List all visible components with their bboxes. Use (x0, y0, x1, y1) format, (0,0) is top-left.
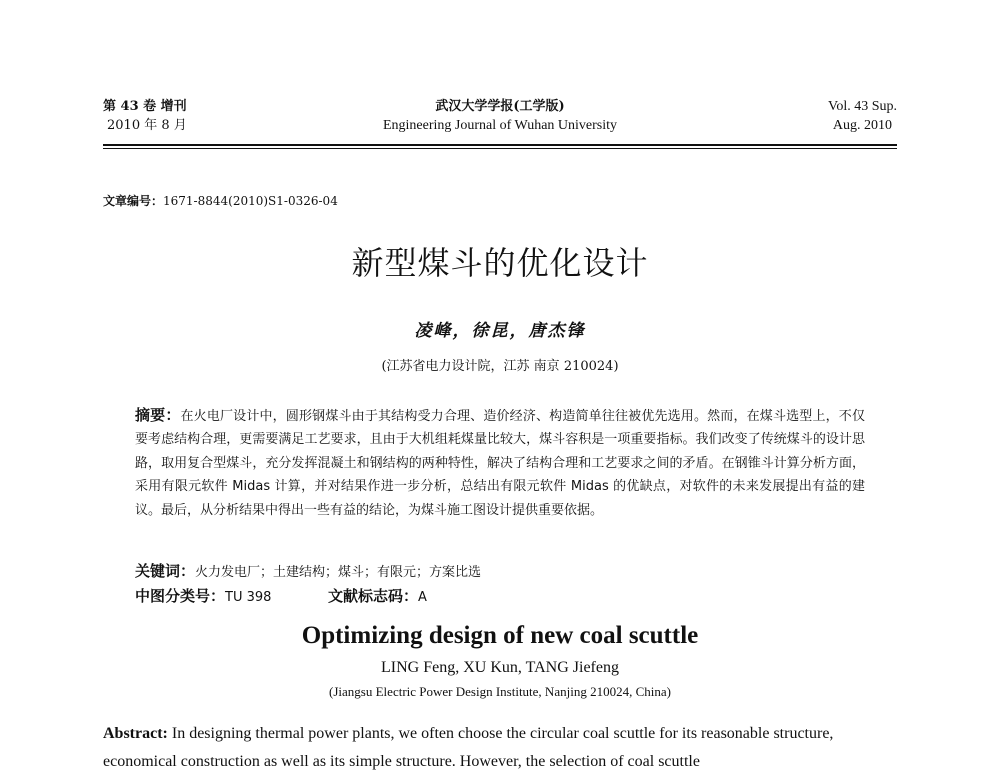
page-title: 新型煤斗的优化设计 (351, 244, 649, 282)
doc-code (328, 585, 427, 606)
abstract-en-label: Abstract: (103, 725, 168, 742)
doc-code-label: 文献标志码： (328, 587, 419, 605)
affiliation-en: (Jiangsu Electric Power Design Institute, Nanjing 210024, China) (329, 684, 671, 699)
classification-label: 中图分类号： (135, 587, 226, 605)
classification-value: TU 398 (225, 590, 272, 605)
affiliation-zh: (江苏省电力设计院，江苏 南京 210024) (381, 359, 619, 374)
journal-volume: 第 43 卷 增刊 (103, 99, 187, 114)
keywords-zh-label: 关键词： (135, 562, 196, 580)
authors-zh: 凌峰，徐昆，唐杰锋 (414, 321, 586, 341)
doc-code-value: A (418, 590, 427, 605)
journal-name-zh: 武汉大学学报(工学版) (435, 99, 565, 114)
article-id (103, 192, 338, 209)
header-rule-thin (103, 148, 897, 149)
article-id-value: 1671-8844(2010)S1-0326-04 (163, 194, 338, 208)
classification (135, 585, 271, 606)
abstract-zh-text: 在火电厂设计中，圆形钢煤斗由于其结构受力合理、造价经济、构造简单往往被优先选用。然而，在煤斗选型上，不仅要考虑结构合理，更需要满足工艺要求，且由于大机组耗煤量比较大，煤斗容积是一项重要指标。我们改变了传统煤斗的设计思路，取用复合型煤斗，充分发挥混凝土和钢结构的两种特性，解决了结构合理和工艺要求之间的矛盾。在钢锥斗计算分析方面，采用有限元软件 Midas 计算，并对结果作进一步分析，总结出有限元软件 Midas 的优缺点，对软件的未来发展提出有益的建议。最后，从分析结果中得出一些有益的结论，为煤斗施工图设计提供重要依据。 (135, 409, 865, 518)
journal-volume-en: Vol. 43 Sup. (828, 99, 897, 114)
journal-date: 2010 年 8 月 (107, 118, 187, 133)
keywords-zh (135, 560, 481, 581)
journal-date-en: Aug. 2010 (832, 118, 892, 133)
title-en: Optimizing design of new coal scuttle (301, 622, 699, 649)
abstract-zh (135, 404, 865, 522)
article-id-label: 文章编号： (103, 194, 164, 208)
header-rule-thick (103, 144, 897, 146)
authors-en: LING Feng, XU Kun, TANG Jiefeng (381, 659, 619, 676)
abstract-zh-label: 摘要： (135, 406, 181, 424)
keywords-zh-text: 火力发电厂；土建结构；煤斗；有限元；方案比选 (195, 565, 482, 580)
abstract-en (103, 720, 900, 776)
journal-name-en: Engineering Journal of Wuhan University (382, 118, 618, 133)
abstract-en-text: In designing thermal power plants, we often choose the circular coal scuttle for its reasonable structure, economical construction as well as its simple structure. However, the selection of coal scuttle (103, 725, 834, 770)
